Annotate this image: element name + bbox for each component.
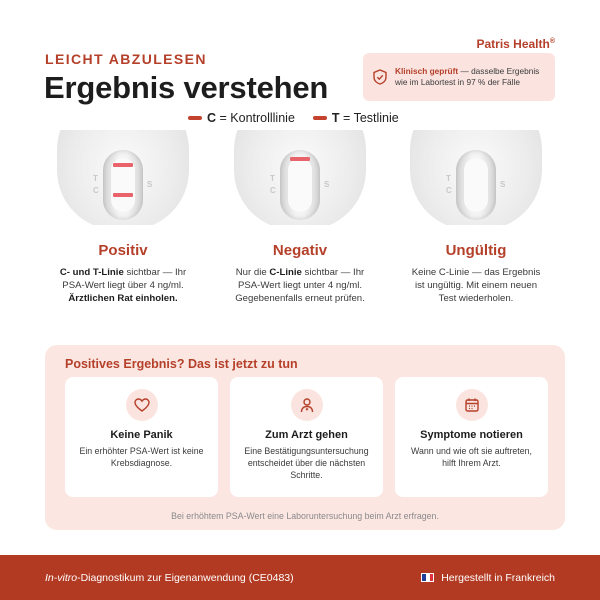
calendar-icon (456, 389, 488, 421)
card-no-panic (65, 377, 218, 497)
cassette-mark: T (446, 174, 451, 183)
legend-control-line: C = Kontrolllinie (188, 111, 295, 125)
eyebrow-label: LEICHT ABZULESEN (45, 51, 207, 67)
card-note-symptoms (395, 377, 548, 497)
panel-footnote: Bei erhöhtem PSA-Wert eine Laboruntersuchung beim Arzt erfragen. (171, 511, 439, 521)
result-invalid (396, 130, 556, 305)
card-text: Ein erhöhter PSA-Wert ist keine Krebsdiagnose. (79, 446, 204, 468)
test-cassette (220, 130, 380, 225)
cassette-mark: T (93, 174, 98, 183)
card-see-doctor (230, 377, 383, 497)
test-line-band (113, 193, 133, 197)
cassette-mark: C (446, 186, 452, 195)
card-text: Wann und wie oft sie auftreten, hilft Ihrem Arzt. (411, 446, 532, 468)
result-description: Nur die C-Linie sichtbar — Ihr PSA-Wert liegt unter 4 ng/ml. Gegebenenfalls erneut prüfen. (235, 267, 365, 304)
card-title: Symptome notieren (420, 429, 523, 441)
badge-text: Klinisch geprüft — dasselbe Ergebnis wie im Labortest in 97 % der Fälle (395, 66, 540, 87)
result-label: Positiv (98, 242, 148, 259)
heart-icon (126, 389, 158, 421)
footer-made-in (421, 572, 555, 584)
cassette-mark: C (270, 186, 276, 195)
card-title: Keine Panik (110, 429, 173, 441)
cassette-mark: S (324, 180, 330, 189)
card-text: Eine Bestätigungsuntersuchung entscheidet über die nächsten Schritte. (244, 446, 369, 480)
result-label: Negativ (272, 242, 328, 259)
cassette-mark: S (147, 180, 153, 189)
shield-check-icon (373, 69, 387, 85)
made-in-text: Hergestellt in Frankreich (441, 571, 555, 584)
card-title: Zum Arzt gehen (265, 429, 348, 441)
footer-bar (0, 555, 600, 600)
result-negative (220, 130, 380, 305)
cassette-mark: S (500, 180, 506, 189)
footer-ivd-note: In-vitro-Diagnostikum zur Eigenanwendung (CE0483) (45, 571, 294, 584)
cassette-mark: C (93, 186, 99, 195)
positive-action-panel (45, 345, 565, 530)
brand-logo: Patris Health® (476, 37, 555, 51)
legend-test-line: T = Testlinie (313, 111, 399, 125)
result-description: C- und T-Linie sichtbar — Ihr PSA-Wert liegt über 4 ng/ml. Ärztlichen Rat einholen. (59, 267, 187, 304)
control-line-band (290, 157, 310, 161)
legend-swatch (313, 116, 327, 120)
test-results (0, 130, 600, 330)
test-cassette (43, 130, 203, 225)
control-line-band (113, 163, 133, 167)
test-cassette (396, 130, 556, 225)
result-description: Keine C-Linie — das Ergebnis ist ungültig. Mit einem neuen Test wiederholen. (411, 267, 541, 304)
page-title: Ergebnis verstehen (44, 70, 329, 105)
action-cards (65, 377, 548, 497)
legend-swatch (188, 116, 202, 120)
france-flag-icon (421, 573, 434, 582)
panel-title: Positives Ergebnis? Das ist jetzt zu tun (65, 357, 298, 371)
result-positive (43, 130, 203, 305)
doctor-icon (291, 389, 323, 421)
result-label: Ungültig (445, 242, 507, 259)
line-legend (188, 111, 399, 125)
clinical-badge (363, 53, 555, 101)
cassette-mark: T (270, 174, 275, 183)
